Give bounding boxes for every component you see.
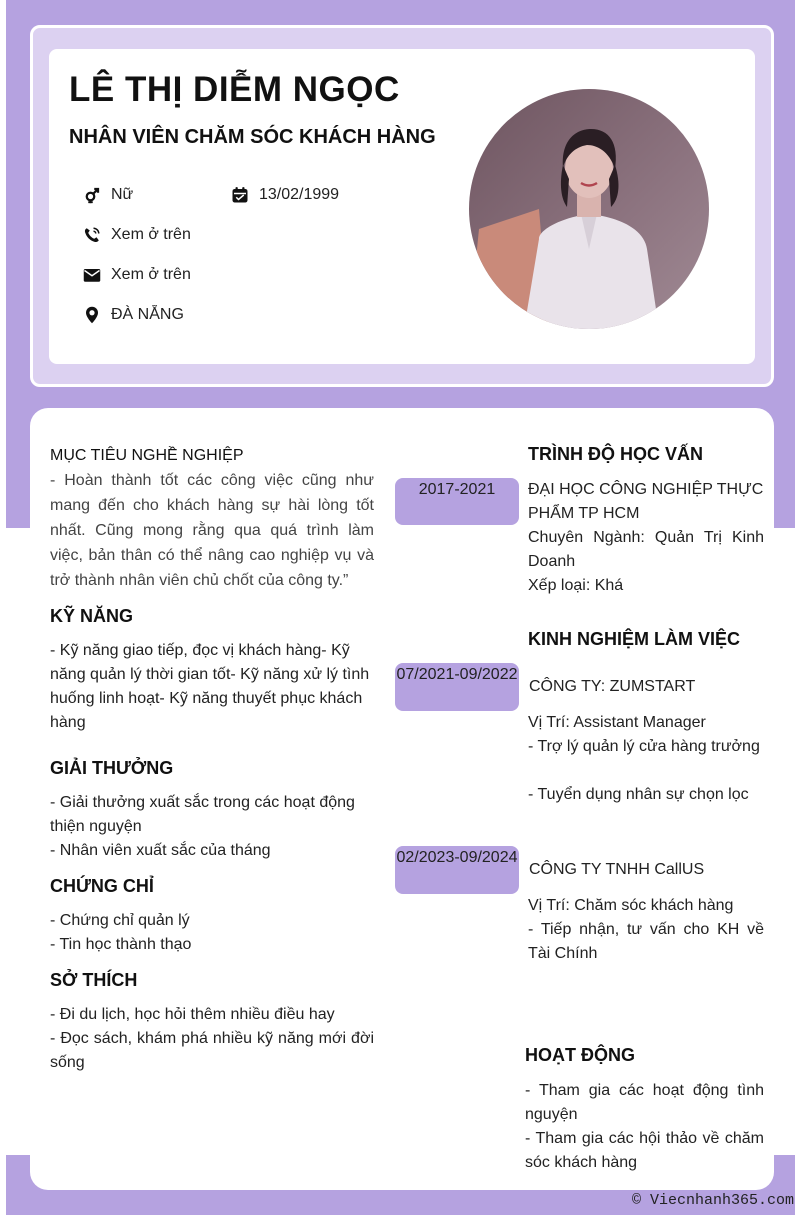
hobbies-title: SỞ THÍCH: [50, 970, 138, 990]
calendar-icon: [231, 186, 249, 204]
job-position: Vị Trí: Assistant Manager: [528, 714, 706, 731]
job-detail: - Trợ lý quản lý cửa hàng trưởng: [528, 738, 760, 755]
location-info: [83, 306, 184, 324]
email-info: [83, 266, 191, 284]
gender-value: Nữ: [111, 186, 134, 203]
hobby-item: - Đi du lịch, học hỏi thêm nhiều điều hay: [50, 1006, 335, 1023]
objective-text: - Hoàn thành tốt các công việc cũng như mang đến cho khách hàng sự hài lòng tốt nhất. Cũng mong rằng qua quá trình làm việc, bản thân có thể nâng cao nghiệp vụ và trở thành nhân viên chủ chốt của công ty.”: [50, 472, 374, 589]
avatar: [469, 89, 709, 329]
skills-text: - Kỹ năng giao tiếp, đọc vị khách hàng- Kỹ năng quản lý thời gian tốt- Kỹ năng xử lý tình huống linh hoạt- Kỹ năng thuyết phục khách hàng: [50, 642, 370, 731]
map-pin-icon: [83, 306, 101, 324]
job-detail: - Tiếp nhận, tư vấn cho KH về Tài Chính: [528, 921, 764, 962]
footer-copyright[interactable]: © Viecnhanh365.com: [631, 1192, 794, 1209]
job-title: NHÂN VIÊN CHĂM SÓC KHÁCH HÀNG: [69, 126, 436, 148]
education-period: 2017-2021: [395, 478, 519, 525]
phone-icon: [83, 226, 101, 244]
job-period: 02/2023-09/2024: [395, 846, 519, 894]
avatar-photo: [469, 89, 709, 329]
location-value: ĐÀ NẴNG: [111, 306, 184, 323]
awards-title: GIẢI THƯỞNG: [50, 758, 174, 778]
job-position: Vị Trí: Chăm sóc khách hàng: [528, 897, 734, 914]
job-period: 07/2021-09/2022: [395, 663, 519, 711]
certificate-item: - Chứng chỉ quản lý: [50, 912, 190, 929]
gender-info: [83, 186, 133, 204]
award-item: - Nhân viên xuất sắc của tháng: [50, 842, 271, 859]
education-grade: Xếp loại: Khá: [528, 577, 624, 594]
experience-title: KINH NGHIỆM LÀM VIỆC: [528, 629, 741, 649]
activities-title: HOẠT ĐỘNG: [525, 1045, 635, 1065]
award-item: - Giải thưởng xuất sắc trong các hoạt động thiện nguyện: [50, 794, 355, 835]
certificates-title: CHỨNG CHỈ: [50, 876, 154, 896]
skills-title: KỸ NĂNG: [50, 606, 134, 626]
phone-value: Xem ở trên: [111, 226, 191, 243]
hobby-item: - Đọc sách, khám phá nhiều kỹ năng mới đời sống: [50, 1030, 374, 1071]
email-value: Xem ở trên: [111, 266, 191, 283]
activity-item: - Tham gia các hoạt động tình nguyện: [525, 1082, 764, 1123]
envelope-icon: [83, 266, 101, 284]
gender-icon: [83, 186, 101, 204]
certificate-item: - Tin học thành thạo: [50, 936, 192, 953]
activity-item: - Tham gia các hội thảo về chăm sóc khách hàng: [525, 1130, 764, 1171]
education-major: Chuyên Ngành: Quản Trị Kinh Doanh: [528, 529, 764, 570]
objective-title: MỤC TIÊU NGHỀ NGHIỆP: [50, 447, 244, 464]
job-company: CÔNG TY TNHH CallUS: [529, 861, 705, 878]
birthdate-value: 13/02/1999: [259, 186, 340, 203]
job-detail: - Tuyển dụng nhân sự chọn lọc: [528, 786, 749, 803]
candidate-name: LÊ THỊ DIỄM NGỌC: [69, 70, 400, 109]
job-company: CÔNG TY: ZUMSTART: [529, 678, 696, 695]
education-school: ĐẠI HỌC CÔNG NGHIỆP THỰC PHẨM TP HCM: [528, 481, 764, 522]
birthdate-info: [231, 186, 339, 204]
phone-info: [83, 226, 191, 244]
education-title: TRÌNH ĐỘ HỌC VẤN: [528, 444, 703, 464]
